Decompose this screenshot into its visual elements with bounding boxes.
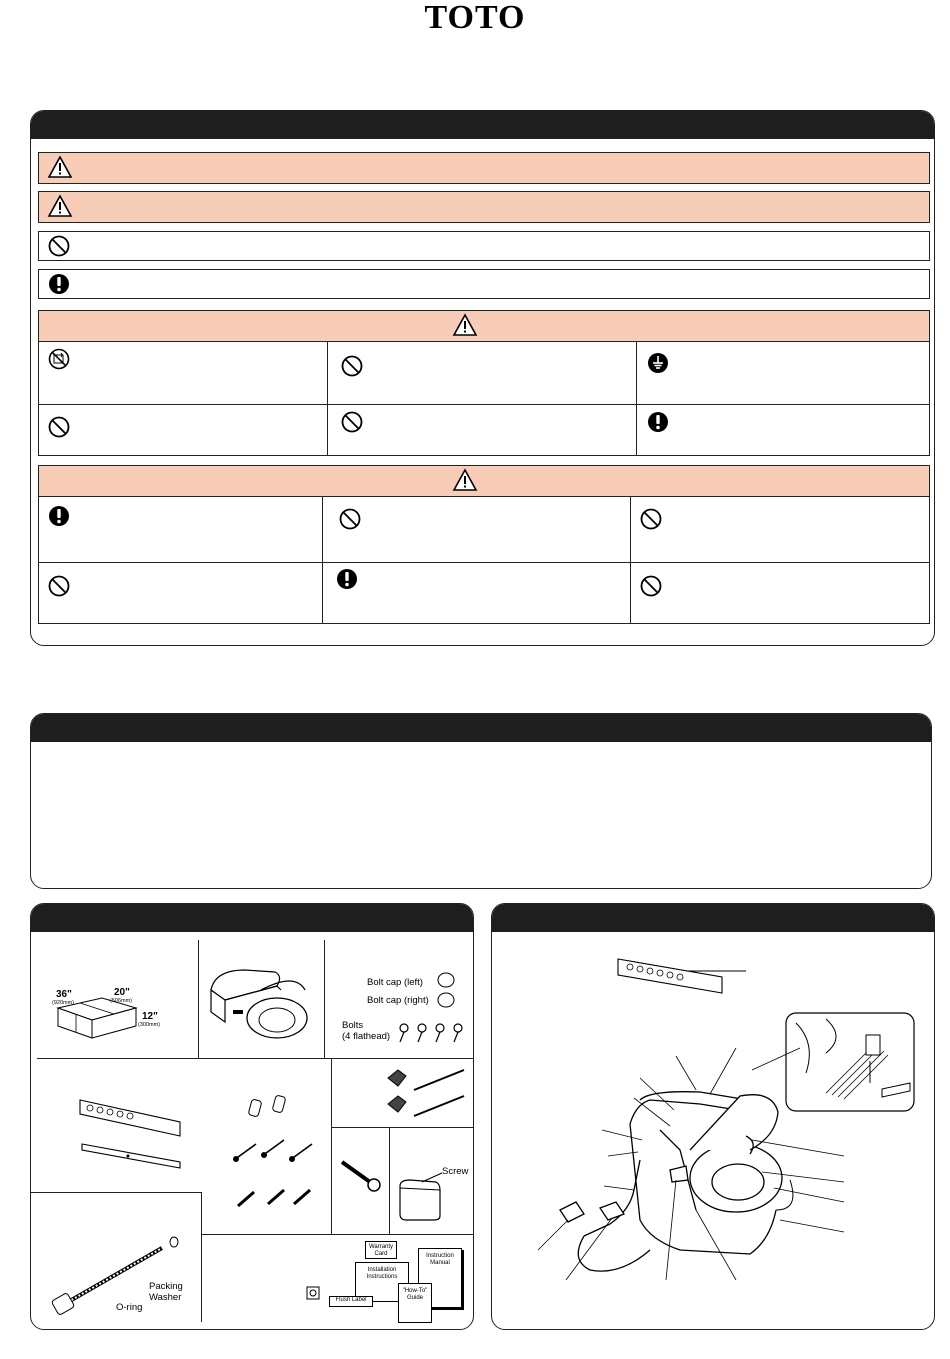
brackets-and-long-bolts-icon	[384, 1062, 470, 1122]
box-height-mm: (300mm)	[138, 1022, 161, 1028]
bolts-label: Bolts	[342, 1020, 364, 1031]
toto-logo: TOTO	[424, 0, 526, 36]
prohibited-circle-icon	[640, 508, 662, 530]
spanner-wrench-icon	[340, 1158, 384, 1192]
safety-panel-header	[31, 111, 934, 139]
mandatory-exclamation-icon	[48, 273, 70, 295]
wood-screws-icon	[230, 1136, 320, 1166]
instruction-manual: Instruction Manual	[418, 1248, 462, 1308]
toilet-washlet-diagram	[500, 1040, 860, 1300]
mandatory-exclamation-icon	[647, 411, 669, 433]
mandatory-exclamation-icon	[48, 505, 70, 527]
screw-anchors-icon	[232, 1184, 322, 1212]
wall-anchors-icon	[246, 1094, 296, 1118]
warranty-card: Warranty Card	[365, 1241, 397, 1259]
screw-label: Screw	[442, 1166, 469, 1177]
mounting-plate-diagram	[612, 955, 752, 1005]
box-height: 12"	[142, 1011, 158, 1022]
information-panel-header	[31, 714, 931, 742]
ground-symbol-icon	[647, 352, 669, 374]
o-ring-label: O-ring	[116, 1302, 143, 1313]
no-water-contact-icon	[48, 348, 70, 370]
parts-diagram-header	[492, 904, 934, 932]
bolt-cap-left-icon	[436, 972, 456, 988]
flathead-bolts-icon	[396, 1022, 470, 1044]
warning-legend-row	[38, 152, 930, 184]
flush-label: Flush Label	[329, 1296, 373, 1307]
box-length: 36"	[56, 989, 72, 1000]
packing-washer-label-2: Washer	[149, 1292, 182, 1303]
toilet-seat-unit-illustration	[205, 960, 317, 1045]
installation-instructions: Installation Instructions	[355, 1262, 409, 1302]
prohibited-circle-icon	[48, 416, 70, 438]
bolt-cap-left-label: Bolt cap (left)	[367, 977, 423, 988]
caution-legend-row	[38, 191, 930, 223]
warning-triangle-icon	[453, 314, 477, 336]
packing-washer-label-1: Packing	[149, 1281, 183, 1292]
bolt-cap-right-icon	[436, 992, 456, 1008]
bolts-note: (4 flathead)	[342, 1031, 391, 1042]
box-width: 20"	[114, 987, 130, 998]
prohibited-circle-icon	[640, 575, 662, 597]
flush-sticker-icon	[306, 1286, 320, 1300]
package-contents-header	[31, 904, 473, 932]
warning-group-header	[38, 310, 930, 342]
information-panel	[30, 713, 932, 889]
prohibited-circle-icon	[341, 411, 363, 433]
how-to-guide: "How-To" Guide	[398, 1283, 432, 1323]
box-length-mm: (920mm)	[52, 1000, 75, 1006]
caution-group-header	[38, 465, 930, 497]
prohibited-circle-icon	[48, 235, 70, 257]
prohibited-circle-icon	[339, 508, 361, 530]
box-width-mm: (506mm)	[110, 998, 133, 1004]
warning-triangle-icon	[48, 156, 72, 178]
prohibited-circle-icon	[48, 575, 70, 597]
caution-items-grid	[38, 496, 930, 624]
prohibited-circle-icon	[341, 355, 363, 377]
prohibited-legend-row	[38, 231, 930, 261]
mounting-plate-illustration	[76, 1096, 188, 1178]
warning-triangle-icon	[453, 469, 477, 491]
bolt-cap-right-label: Bolt cap (right)	[367, 995, 429, 1006]
warning-triangle-icon	[48, 195, 72, 217]
mandatory-exclamation-icon	[336, 568, 358, 590]
warning-items-grid	[38, 341, 930, 456]
mandatory-legend-row	[38, 269, 930, 299]
